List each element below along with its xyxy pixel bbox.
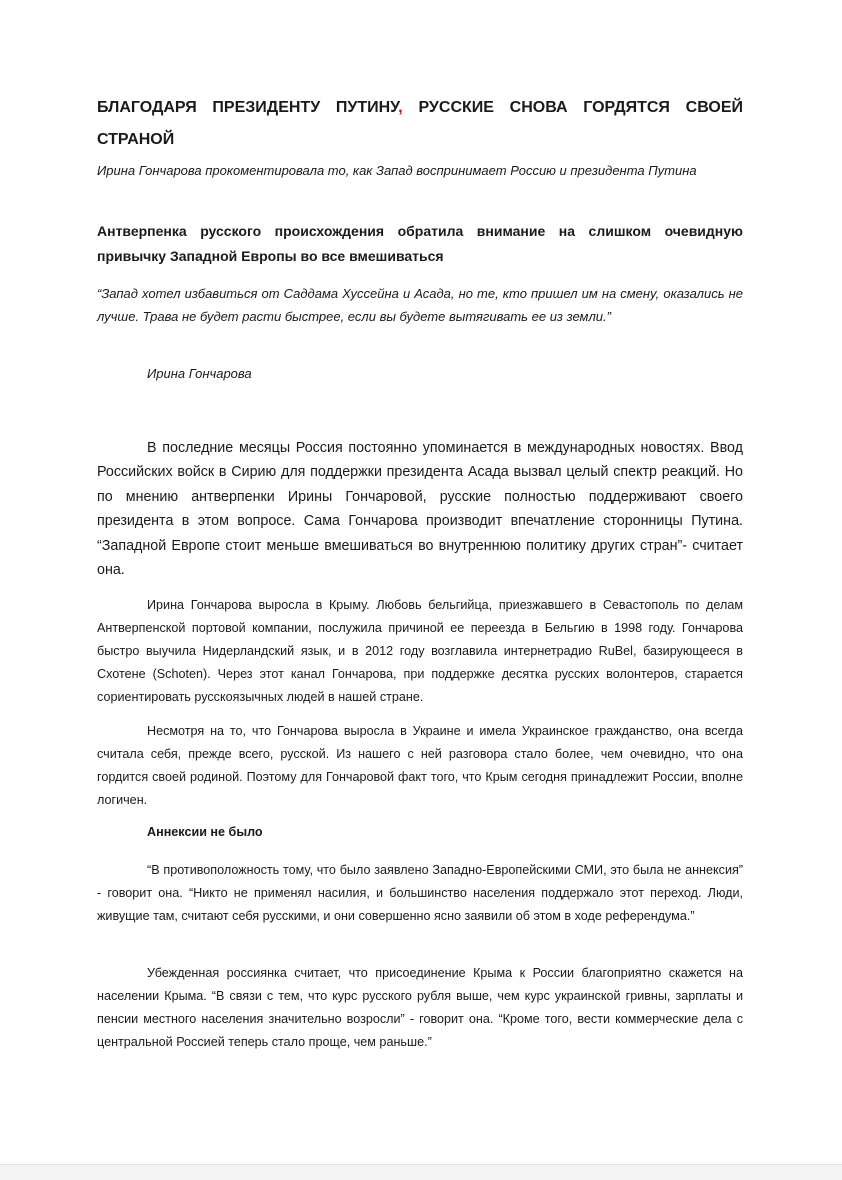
paragraph: В последние месяцы Россия постоянно упоминается в международных новостях. Ввод Российских войск в Сирию для поддержки президента Асада вызвал целый спектр реакций. Но по мнению антверпенки Ирины Гончаровой, русские полностью поддерживают своего президента в этом вопросе. Сама Гончарова производит впечатление сторонницы Путина. “Западной Европе стоит меньше вмешиваться во внутреннюю политику других стран”- считает она. (97, 440, 743, 579)
page-bottom-edge (0, 1164, 842, 1180)
article-lead: Антверпенка русского происхождения обратила внимание на слишком очевидную привычку Западной Европы во все вмешиваться (97, 223, 743, 264)
article-title (97, 92, 743, 156)
title-text: БЛАГОДАРЯ ПРЕЗИДЕНТУ ПУТИНУ (97, 99, 399, 116)
article-subtitle: Ирина Гончарова прокоментировала то, как Запад воспринимает Россию и президента Путина (97, 163, 697, 178)
pull-quote: “Запад хотел избавиться от Саддама Хуссейна и Асада, но те, кто пришел им на смену, оказались не лучше. Трава не будет расти быстрее, если вы будете вытягивать ее из земли.” (97, 286, 743, 324)
paragraph: Ирина Гончарова выросла в Крыму. Любовь бельгийца, приезжавшего в Севастополь по делам Антверпенской портовой компании, послужила причиной ее переезда в Бельгию в 1998 году. Гончарова быстро выучила Нидерландский язык, и в 2012 году возглавила интернетрадио RuBel, базирующееся в Схотене (Schoten). Через этот канал Гончарова, при поддержке десятка русских волонтеров, старается сориентировать русскоязычных людей в нашей стране. (97, 598, 743, 704)
title-comma-red: , (398, 99, 403, 116)
paragraph: Несмотря на то, что Гончарова выросла в Украине и имела Украинское гражданство, она всегда считала себя, прежде всего, русской. Из нашего с ней разговора стало более, чем очевидно, что она гордится своей родиной. Поэтому для Гончаровой факт того, что Крым сегодня принадлежит России, вполне логичен. (97, 724, 743, 807)
paragraph: Убежденная россиянка считает, что присоединение Крыма к России благоприятно скажется на населении Крыма. “В связи с тем, что курс русского рубля выше, чем курс украинской гривны, зарплаты и пенсии местного населения значительно возросли” - говорит она. “Кроме того, вести коммерческие дела с центральной Россией теперь стало проще, чем раньше.” (97, 966, 743, 1049)
paragraph: “В противоположность тому, что было заявлено Западно-Европейскими СМИ, это была не аннексия” - говорит она. “Никто не применял насилия, и большинство населения поддержало этот переход. Люди, живущие там, считают себя русскими, и они совершенно ясно заявили об этом в ходе референдума.” (97, 863, 743, 923)
title-text-continued: РУССКИЕ СНОВА ГОРДЯТСЯ СВОЕЙ СТРАНОЙ (97, 99, 743, 148)
quote-author: Ирина Гончарова (147, 366, 252, 381)
section-heading: Аннексии не было (147, 825, 263, 839)
